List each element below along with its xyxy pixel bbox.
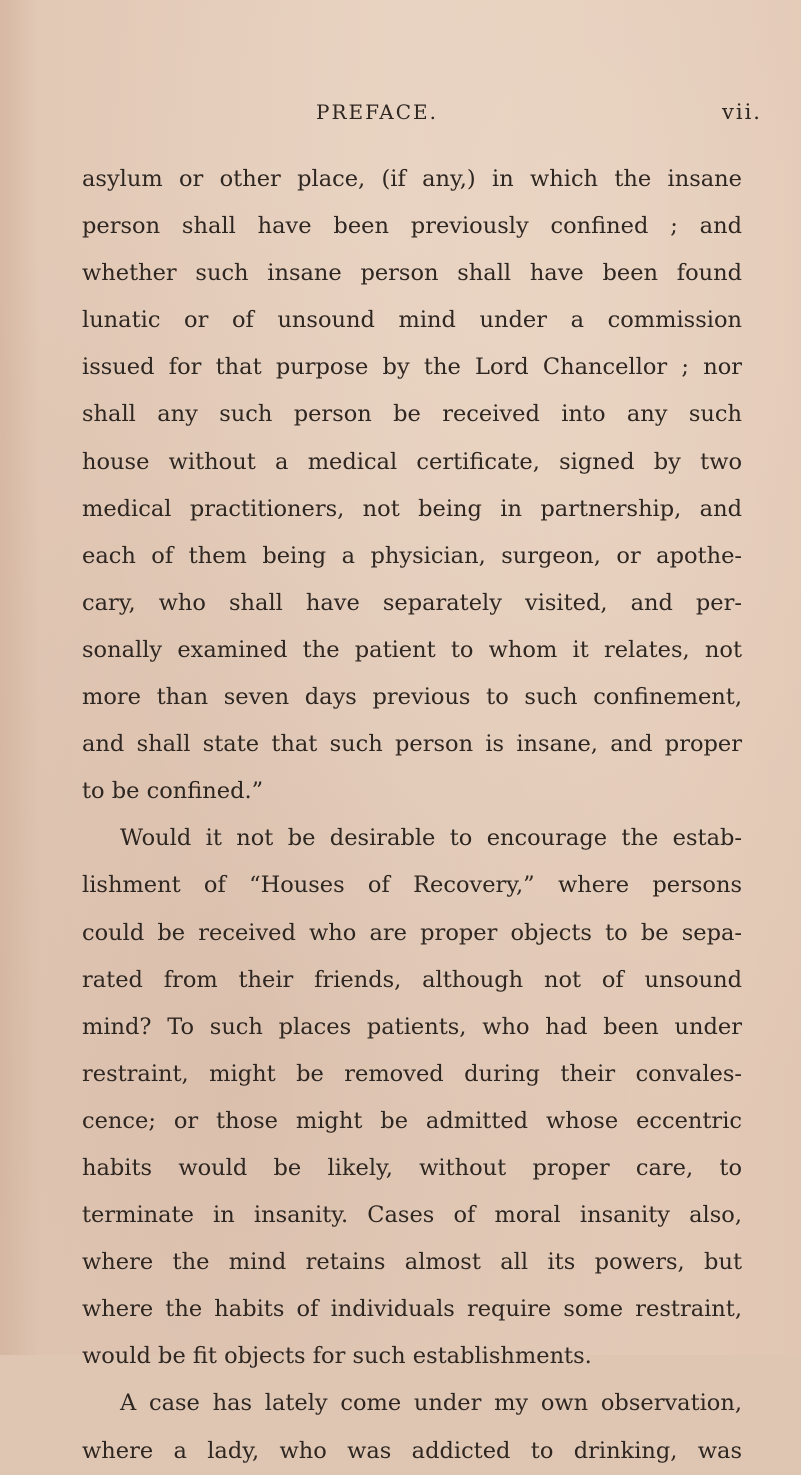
text-line: where a lady, who was addicted to drinking, was xyxy=(82,1437,742,1464)
text-line: cence; or those might be admitted whose eccentric xyxy=(82,1107,742,1134)
text-line: more than seven days previous to such confinement, xyxy=(82,684,742,711)
text-line: person shall have been previously confined ; and xyxy=(82,213,742,240)
text-line: whether such insane person shall have been found xyxy=(82,260,742,287)
text-line: medical practitioners, not being in partnership, and xyxy=(82,495,742,522)
page-header xyxy=(0,100,801,140)
text-line: Would it not be desirable to encourage the estab- xyxy=(120,825,742,852)
text-line: issued for that purpose by the Lord Chancellor ; nor xyxy=(82,354,742,381)
text-line: lishment of “Houses of Recovery,” where persons xyxy=(82,872,742,899)
text-line: rated from their friends, although not of unsound xyxy=(82,966,742,993)
body-text xyxy=(82,156,742,1475)
text-line: each of them being a physician, surgeon, or apothe- xyxy=(82,542,742,569)
running-head: PREFACE. xyxy=(316,100,438,124)
text-line: mind? To such places patients, who had been under xyxy=(82,1013,742,1040)
text-line: habits would be likely, without proper care, to xyxy=(82,1154,742,1181)
text-line: sonally examined the patient to whom it relates, not xyxy=(82,636,742,663)
text-line: shall any such person be received into any such xyxy=(82,401,742,428)
text-line: lunatic or of unsound mind under a commission xyxy=(82,307,742,334)
text-line: to be confined.” xyxy=(82,778,264,805)
text-line: restraint, might be removed during their convales- xyxy=(82,1060,742,1087)
text-line: would be fit objects for such establishments. xyxy=(82,1343,592,1370)
text-line: where the mind retains almost all its powers, but xyxy=(82,1249,742,1276)
text-line: house without a medical certificate, signed by two xyxy=(82,448,742,475)
text-line: cary, who shall have separately visited, and per- xyxy=(82,589,742,616)
text-line: could be received who are proper objects to be sepa- xyxy=(82,919,742,946)
text-line: A case has lately come under my own observation, xyxy=(120,1390,742,1417)
text-line: and shall state that such person is insane, and proper xyxy=(82,731,742,758)
text-line: asylum or other place, (if any,) in which the insane xyxy=(82,166,742,192)
text-line: where the habits of individuals require some restraint, xyxy=(82,1296,742,1323)
page-number: vii. xyxy=(722,100,762,124)
text-line: terminate in insanity. Cases of moral insanity also, xyxy=(82,1202,742,1229)
